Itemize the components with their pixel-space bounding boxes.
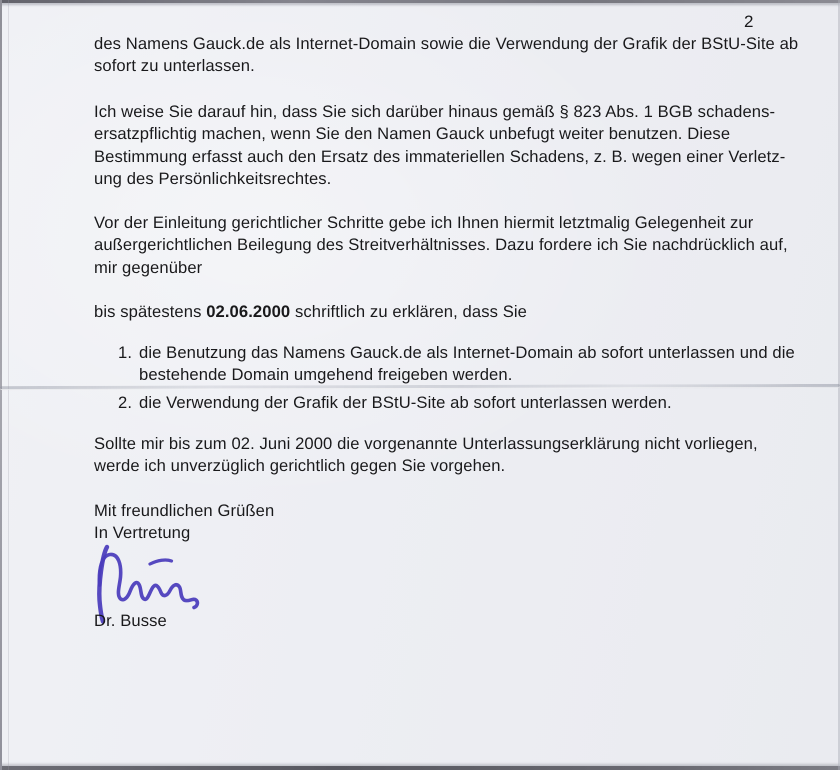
deadline-date: 02.06.2000 — [206, 302, 291, 321]
demand-list — [118, 342, 795, 414]
demand-item-1 — [118, 342, 795, 387]
paragraph-domain-unterlassung: des Namens Gauck.de als Internet-Domain sowie die Verwendung der Grafik der BStU-Site ab sofort zu unterlassen. — [94, 34, 799, 76]
demand-text: die Verwendung der Grafik der BStU-Site ab sofort unterlassen werden. — [139, 392, 672, 412]
deadline-prefix: bis spätestens — [94, 302, 207, 321]
signer-name: Dr. Busse — [94, 611, 167, 630]
page-number: 2 — [744, 12, 754, 31]
scan-edge-bottom — [0, 766, 840, 770]
closing-block — [94, 500, 274, 545]
paragraph-frist-folge: Sollte mir bis zum 02. Juni 2000 die vorgenannte Unterlassungserklärung nicht vorliegen, werde ich unverzüglich gerichtlich gegen Sie vorgehen. — [94, 434, 758, 476]
closing-representation: In Vertretung — [94, 523, 191, 543]
paragraph-gerichtliche-schritte: Vor der Einleitung gerichtlicher Schritte gebe ich Ihnen hiermit letztmalig Gelegenheit zur außergerichtlichen Beilegung des Streitverhältnisses. Dazu fordere ich Sie nachdrücklich auf, mir gegenüber — [94, 213, 788, 277]
deadline-line — [94, 301, 527, 323]
paragraph-schadensersatz: Ich weise Sie darauf hin, dass Sie sich darüber hinaus gemäß § 823 Abs. 1 BGB schadens- ersatzpflichtig machen, wenn Sie den Namen Gauck unbefugt weiter benutzen. Diese Bestimmung erfasst auch den Ersatz des immateriellen Schadens, z. B. wegen einer Verletz- ung des Persönlichkeitsrechtes. — [94, 102, 786, 188]
closing-greeting: Mit freundlichen Grüßen — [94, 501, 275, 520]
demand-number: 1. — [118, 343, 133, 362]
signature-dash-stroke — [150, 560, 172, 564]
deadline-suffix: schriftlich zu erklären, dass Sie — [290, 302, 527, 321]
paper-edge-shadow — [8, 0, 9, 770]
scan-edge-top — [0, 0, 840, 3]
demand-text: die Benutzung das Namens Gauck.de als Internet-Domain ab sofort unterlassen und die bestehende Domain umgehend freigeben werden. — [139, 343, 795, 385]
signature-loop-stroke — [99, 554, 197, 607]
demand-item-2 — [118, 392, 795, 414]
scan-edge-left — [0, 0, 2, 770]
demand-number: 2. — [118, 392, 133, 412]
